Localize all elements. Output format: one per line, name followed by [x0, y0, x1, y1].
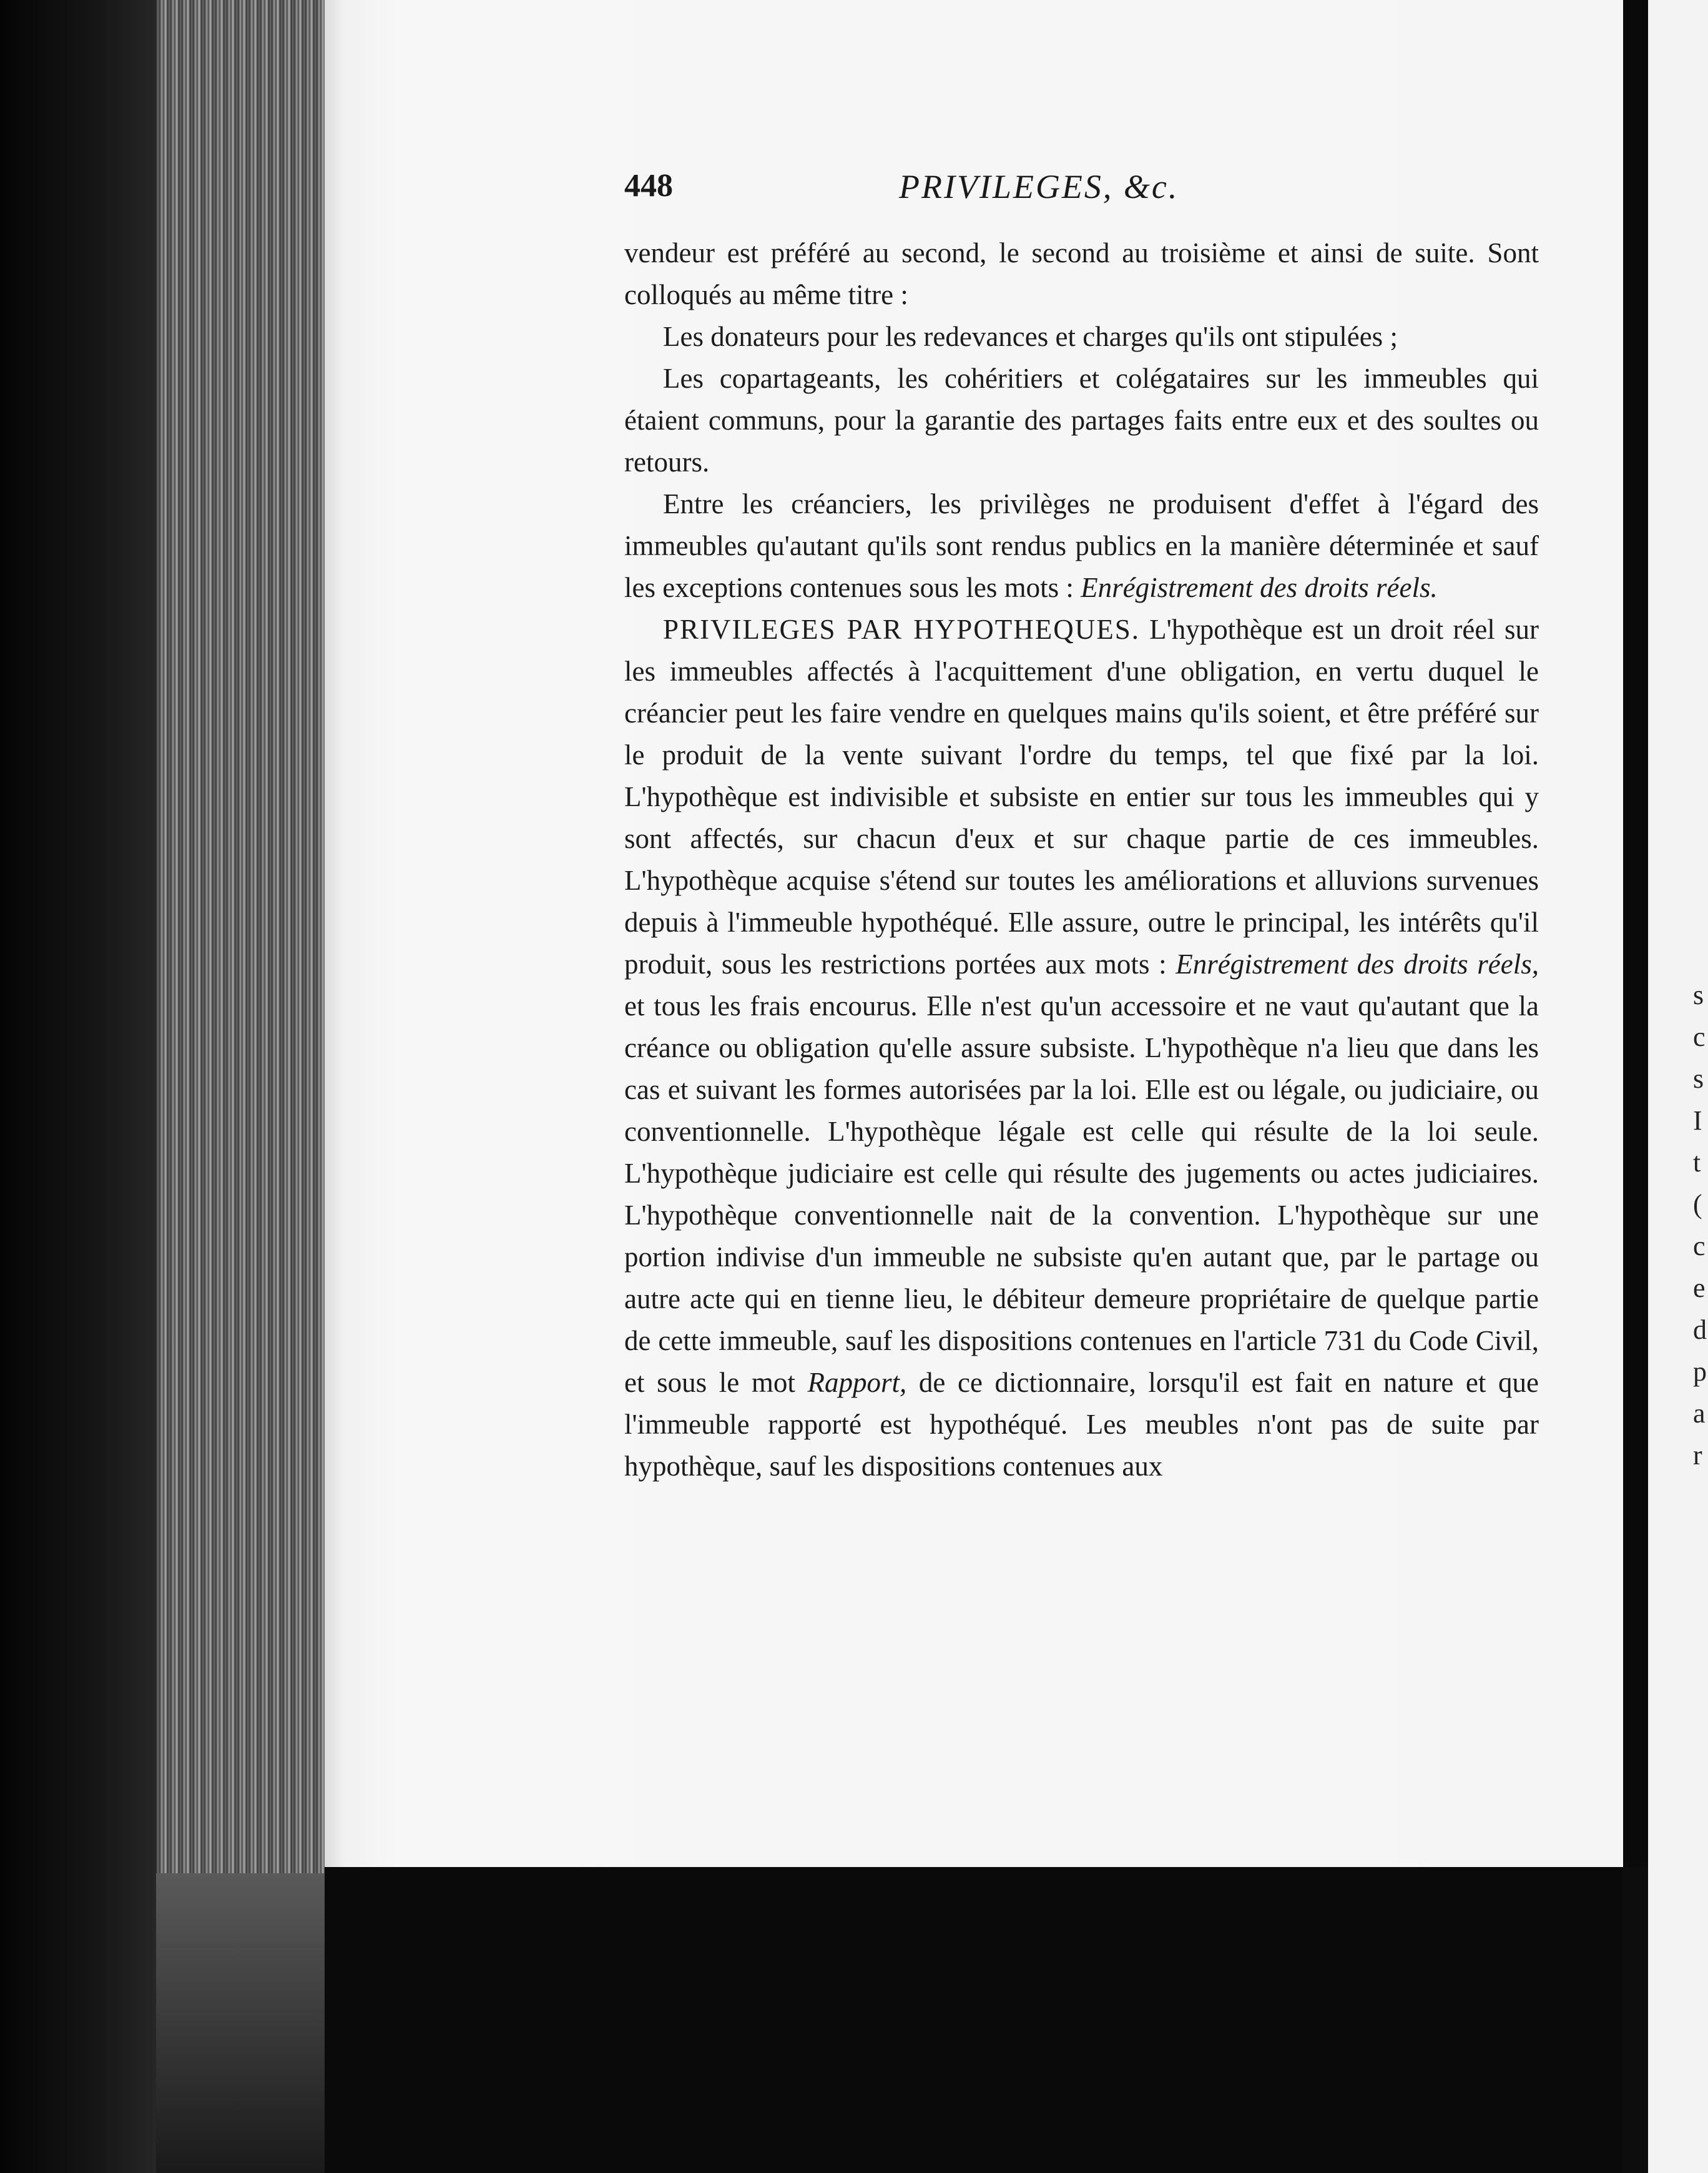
page-gutter: [1623, 0, 1648, 1867]
page-header: [624, 167, 1536, 217]
paragraph-5-italic-ref-1: Enrégistrement des droits réels,: [1175, 949, 1539, 980]
paragraph-3: Les copartageants, les cohéritiers et colégataires sur les immeubles qui étaient communs, pour la garantie des partages faits entre eux et des soultes ou retours.: [624, 363, 1539, 478]
next-page-fragment: a: [1693, 1398, 1706, 1429]
below-page-background: [325, 1867, 1623, 2173]
next-page-fragment: c: [1693, 1231, 1706, 1261]
next-page-fragment: c: [1693, 1022, 1706, 1052]
next-page-fragment: s: [1693, 1063, 1704, 1094]
paragraph-1: vendeur est préféré au second, le second au troisième et ainsi de suite. Sont colloqués au même titre :: [624, 237, 1539, 310]
paragraph-2: Les donateurs pour les redevances et charges qu'ils ont stipulées ;: [663, 321, 1398, 352]
paragraph-5-italic-ref-2: Rapport,: [807, 1367, 907, 1398]
page-edges-bottom: [156, 1873, 325, 2173]
next-page-fragment: t: [1693, 1147, 1701, 1178]
left-background: [0, 0, 156, 2173]
paragraph-5-part-c: de ce dictionnaire, lorsqu'il est fait en nature et que l'immeuble rapporté est hypothéqué. Les meubles n'ont pas de suite par hypothèque, sauf les dispositions contenues aux: [624, 1367, 1539, 1482]
page-edges-stack: [156, 0, 325, 1873]
body-text: [624, 232, 1539, 1487]
next-page-fragment: e: [1693, 1273, 1706, 1303]
paragraph-4: [624, 483, 1539, 609]
next-page-fragment: d: [1693, 1314, 1707, 1345]
next-page-fragment: r: [1693, 1440, 1702, 1471]
paragraph-4-italic-ref: Enrégistrement des droits réels.: [1081, 572, 1438, 603]
paragraph-5-part-b: et tous les frais encourus. Elle n'est qu'un accessoire et ne vaut qu'autant que la créance ou obligation qu'elle assure subsiste. L'hypothèque n'a lieu que dans les cas et suivant les formes autorisées par la loi. Elle est ou légale, ou judiciaire, ou conventionnelle. L'hypothèque légale est celle qui résulte de la loi seule. L'hypothèque judiciaire est celle qui résulte des jugements ou actes judiciaires. L'hypothèque conventionnelle nait de la convention. L'hypothèque sur une portion indivise d'un immeuble ne subsiste qu'en autant que, par le partage ou autre acte qui en tienne lieu, le débiteur demeure propriétaire de quelque partie de cette immeuble, sauf les dispositions contenues en l'article 731 du Code Civil, et sous le mot: [624, 990, 1539, 1398]
page-number: 448: [624, 168, 673, 204]
paragraph-5: [624, 609, 1539, 1487]
next-page-fragment: I: [1693, 1105, 1702, 1136]
running-title: PRIVILEGES, &c.: [899, 168, 1179, 205]
paragraph-4-text: Entre les créanciers, les privilèges ne produisent d'effet à l'égard des immeubles qu'autant qu'ils sont rendus publics en la manière déterminée et sauf les exceptions contenues sous les mots :: [624, 488, 1539, 603]
next-page-letters: [1693, 974, 1708, 1476]
paragraph-5-part-a: L'hypothèque est un droit réel sur les immeubles affectés à l'acquittement d'une obligation, en vertu duquel le créancier peut les faire vendre en quelques mains qu'ils soient, et être préféré sur le produit de la vente suivant l'ordre du temps, tel que fixé par la loi. L'hypothèque est indivisible et subsiste en entier sur tous les immeubles qui y sont affectés, sur chacun d'eux et sur chaque partie de ces immeubles. L'hypothèque acquise s'étend sur toutes les améliorations et alluvions survenues depuis à l'immeuble hypothéqué. Elle assure, outre le principal, les intérêts qu'il produit, sous les restrictions portées aux mots :: [624, 614, 1539, 980]
section-heading: PRIVILEGES PAR HYPOTHEQUES.: [663, 614, 1140, 645]
next-page-fragment: s: [1693, 980, 1704, 1010]
next-page-fragment: (: [1693, 1189, 1702, 1220]
next-page-fragment: p: [1693, 1356, 1707, 1387]
